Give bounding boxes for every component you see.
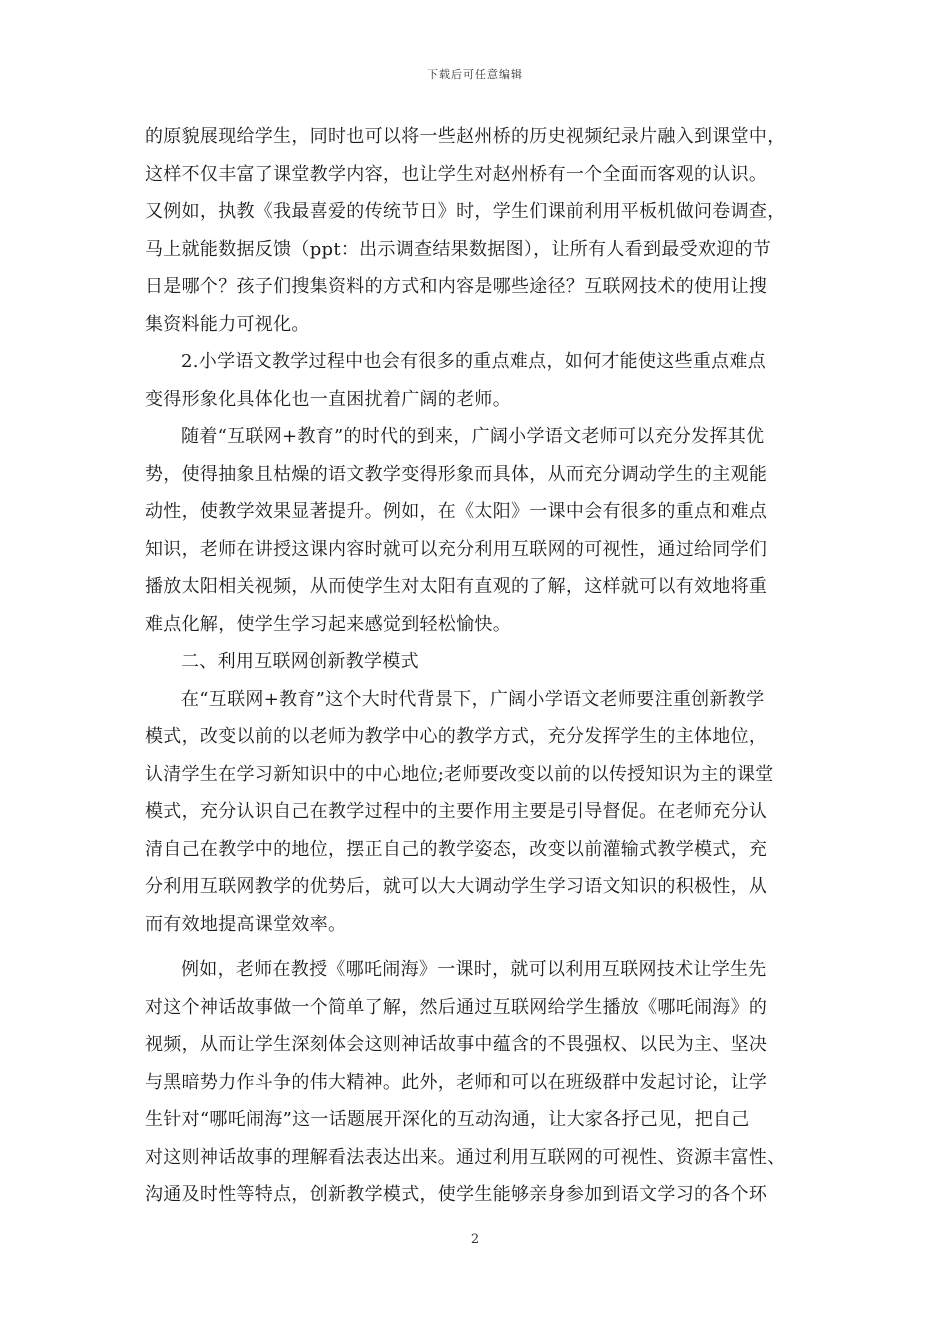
text-line: 与黑暗势力作斗争的伟大精神。此外，老师和可以在班级群中发起讨论，让学	[145, 1071, 768, 1093]
text-line: 模式，改变以前的以老师为教学中心的教学方式，充分发挥学生的主体地位，	[145, 726, 768, 747]
text-line: 对这则神话故事的理解看法表达出来。通过利用互联网的可视性、资源丰富性、	[145, 1146, 786, 1168]
text-line: 这样不仅丰富了课堂教学内容，也让学生对赵州桥有一个全面而客观的认识。	[145, 163, 768, 185]
paragraph-start-line: 例如，老师在教授《哪吒闹海》一课时，就可以利用互联网技术让学生先	[181, 959, 767, 980]
text-line: 知识，老师在讲授这课内容时就可以充分利用互联网的可视性，通过给同学们	[145, 538, 768, 560]
text-line: 马上就能数据反馈（ppt：出示调查结果数据图），让所有人看到最受欢迎的节	[145, 238, 772, 260]
paragraph-start-line: 2.小学语文教学过程中也会有很多的重点难点，如何才能使这些重点难点	[181, 351, 767, 372]
text-line: 认清学生在学习新知识中的中心地位;老师要改变以前的以传授知识为主的课堂	[145, 763, 774, 785]
paragraph-start-line: 随着“互联网+教育”的时代的到来，广阔小学语文老师可以充分发挥其优	[181, 426, 765, 447]
text-line: 清自己在教学中的地位，摆正自己的教学姿态，改变以前灌输式教学模式，充	[145, 838, 768, 860]
text-line: 的原貌展现给学生，同时也可以将一些赵州桥的历史视频纪录片融入到课堂中，	[145, 126, 786, 147]
text-line: 难点化解，使学生学习起来感觉到轻松愉快。	[145, 613, 511, 635]
text-line: 分利用互联网教学的优势后，就可以大大调动学生学习语文知识的积极性，从	[145, 876, 768, 897]
text-line: 生针对“哪吒闹海”这一话题展开深化的互动沟通，让大家各抒己见，把自己	[145, 1109, 750, 1130]
text-line: 又例如，执教《我最喜爱的传统节日》时，学生们课前利用平板机做问卷调查，	[145, 201, 786, 222]
document-body	[145, 118, 810, 1214]
text-line: 模式，充分认识自己在教学过程中的主要作用主要是引导督促。在老师充分认	[145, 801, 768, 822]
text-line: 而有效地提高课堂效率。	[145, 913, 347, 935]
text-line: 对这个神话故事做一个简单了解，然后通过互联网给学生播放《哪吒闹海》的	[145, 996, 768, 1018]
section-heading: 二、利用互联网创新教学模式	[181, 651, 419, 672]
paragraph-start-line: 在“互联网+教育”这个大时代背景下，广阔小学语文老师要注重创新教学	[181, 688, 765, 710]
page-number: 2	[470, 1232, 480, 1247]
text-line: 集资料能力可视化。	[145, 313, 310, 335]
text-line: 动性，使教学效果显著提升。例如，在《太阳》一课中会有很多的重点和难点	[145, 501, 768, 522]
text-line: 日是哪个？孩子们搜集资料的方式和内容是哪些途径？互联网技术的使用让搜	[145, 276, 768, 297]
text-line: 变得形象化具体化也一直困扰着广阔的老师。	[145, 388, 511, 410]
text-line: 势，使得抽象且枯燥的语文教学变得形象而具体，从而充分调动学生的主观能	[145, 463, 768, 485]
text-line: 视频，从而让学生深刻体会这则神话故事中蕴含的不畏强权、以民为主、坚决	[145, 1034, 768, 1055]
text-line: 沟通及时性等特点，创新教学模式，使学生能够亲身参加到语文学习的各个环	[145, 1184, 768, 1205]
paragraph-gap	[145, 943, 810, 951]
page-header: 下载后可任意编辑	[427, 68, 523, 81]
text-line: 播放太阳相关视频，从而使学生对太阳有直观的了解，这样就可以有效地将重	[145, 576, 768, 597]
